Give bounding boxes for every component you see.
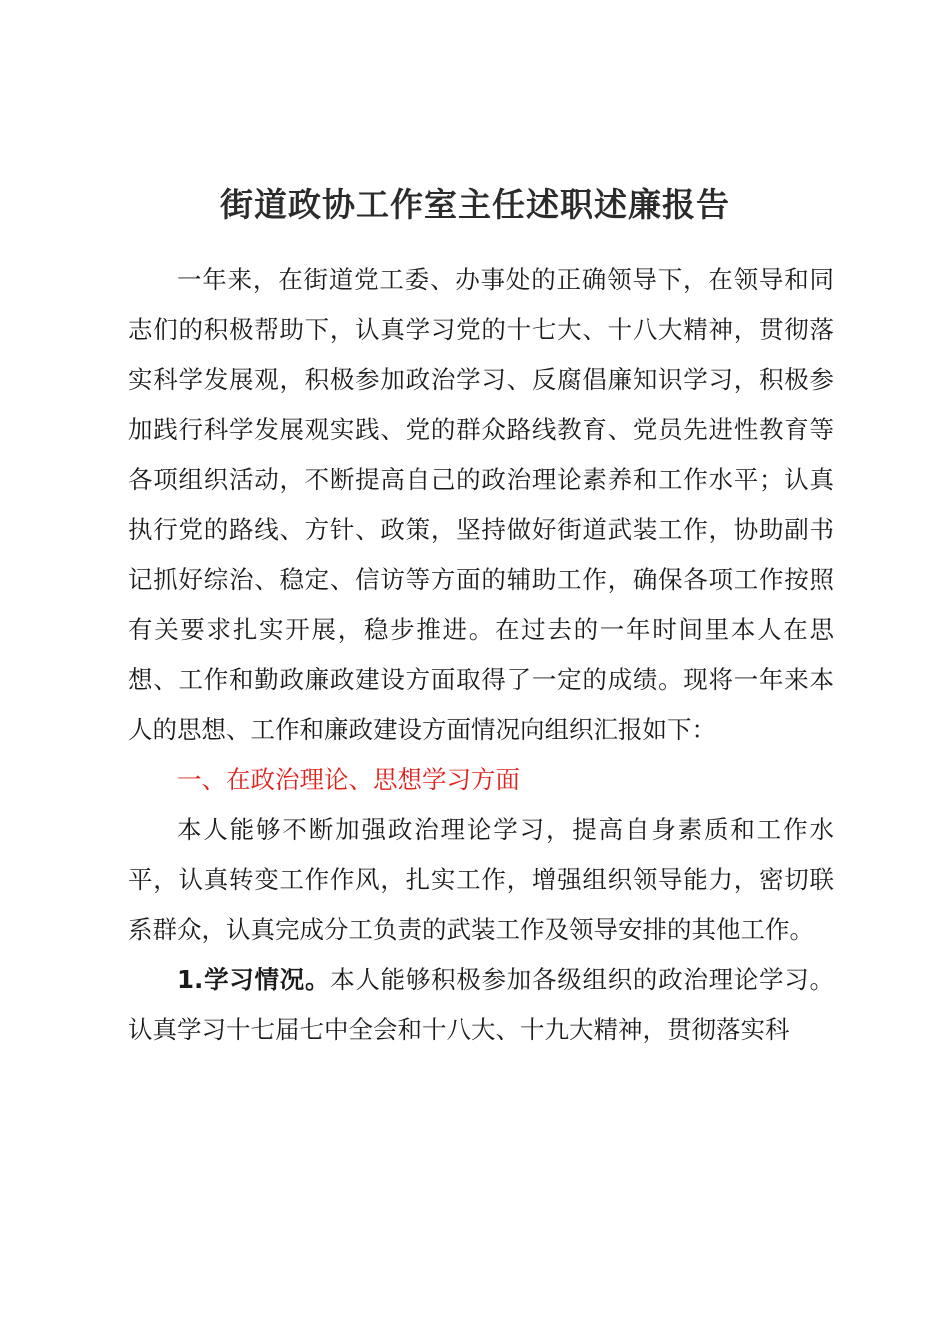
document-title: 街道政协工作室主任述职述廉报告 [220,185,730,224]
intro-paragraph: 一年来，在街道党工委、办事处的正确领导下，在领导和同志们的积极帮助下，认真学习党的十七大、十八大精神，贯彻落实科学发展观，积极参加政治学习、反腐倡廉知识学习，积极参加践行科学发展观实践、党的群众路线教育、党员先进性教育等各项组织活动，不断提高自己的政治理论素养和工作水平；认真执行党的路线、方针、政策，坚持做好街道武装工作，协助副书记抓好综治、稳定、信访等方面的辅助工作，确保各项工作按照有关要求扎实开展，稳步推进。在过去的一年时间里本人在思想、工作和勤政廉政建设方面取得了一定的成绩。现将一年来本人的思想、工作和廉政建设方面情况向组织汇报如下： [128,265,834,744]
section-1-heading: 一、在政治理论、思想学习方面 [177,765,520,794]
document-body [128,255,834,1055]
item-1-lead: 1.学习情况。 [177,965,331,994]
item-1-text: 本人能够积极参加各级组织的政治理论学习。认真学习十七届七中全会和十八大、十九大精神，贯彻落实科 [128,965,835,1044]
section-1-paragraph: 本人能够不断加强政治理论学习，提高自身素质和工作水平，认真转变工作作风，扎实工作，增强组织领导能力，密切联系群众，认真完成分工负责的武装工作及领导安排的其他工作。 [128,815,834,944]
item-1-paragraph [128,955,834,1055]
